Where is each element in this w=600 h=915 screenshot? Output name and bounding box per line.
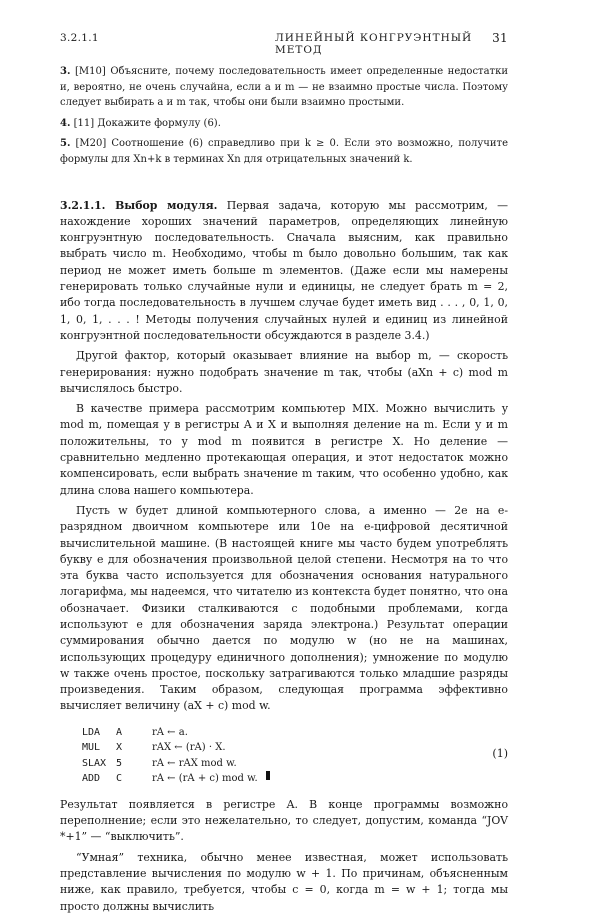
code-opcode: SLAX bbox=[82, 757, 107, 769]
exercise-text: Соотношение (6) справедливо при k ≥ 0. Если это возможно, получите формулы для Xn+k в терминах Xn для отрицательных значений k. bbox=[60, 138, 508, 165]
paragraph-1-text: Первая задача, которую мы рассмотрим, — нахождение хороших значений параметров, определяющих линейную конгруэнтную последовательность. Сначала выясним, как правильно выбрать число m. Необходимо, чтобы m было довольно большим, так как период не может иметь больше m элементов. (Даже если мы намерены генерировать только случайные нули и единицы, не следует брать m = 2, ибо тогда последовательность в лучшем случае будет иметь вид . . . , 0, 1, 0, 1, 0, 1, . . . ! Методы получения случайных нулей и единиц из линейной конгруэнтной последовательности обсуждаются в разделе 3.4.) bbox=[60, 198, 509, 342]
section-heading: 3.2.1.1. Выбор модуля. bbox=[60, 198, 218, 212]
header-section-number: 3.2.1.1 bbox=[60, 32, 99, 44]
code-comment: rA ← rAX mod w. bbox=[152, 757, 237, 769]
running-header bbox=[60, 31, 508, 56]
exercise-number: 4. bbox=[60, 117, 71, 129]
exercise-number: 3. bbox=[60, 66, 71, 77]
exercise-text: Докажите формулу (6). bbox=[97, 117, 221, 129]
code-line bbox=[82, 771, 508, 787]
exercise-text: Объясните, почему последовательность имеет определенные недостатки и, вероятно, не очень случайна, если a и m — не взаимно простые числа. Поэтому следует выбирать a и m так, чтобы они были взаимно простыми. bbox=[60, 66, 508, 109]
code-comment: rA ← (rA + c) mod w. bbox=[152, 773, 258, 785]
exercise-4 bbox=[60, 116, 508, 132]
paragraph-2: Другой фактор, который оказывает влияние на выбор m, — скорость генерирования: нужно подобрать значение m так, чтобы (aXn + c) mod m вычислялось быстро. bbox=[60, 349, 508, 395]
code-opcode: LDA bbox=[82, 726, 101, 738]
book-page bbox=[60, 32, 508, 915]
exercise-3 bbox=[60, 64, 508, 111]
code-operand: C bbox=[116, 773, 123, 785]
page-number: 31 bbox=[492, 31, 508, 45]
exercises-block bbox=[60, 64, 508, 168]
exercise-rating: [11] bbox=[73, 117, 95, 129]
code-line bbox=[82, 725, 508, 741]
exercise-5 bbox=[60, 136, 508, 167]
paragraph-1 bbox=[60, 198, 508, 345]
exercise-number: 5. bbox=[60, 138, 71, 150]
header-chapter-title: ЛИНЕЙНЫЙ КОНГРУЭНТНЫЙ МЕТОД bbox=[275, 32, 473, 56]
code-operand: A bbox=[116, 726, 123, 738]
paragraph-4: Пусть w будет длиной компьютерного слова, а именно — 2e на e-разрядном двоичном компьютере или 10e на e-цифровой десятичной вычислительной машине. (В настоящей книге мы часто будем употреблять букву e для обозначения произвольной целой степени. Несмотря на то что эта буква часто используется для обозначения основания натурального логарифма, мы надеемся, что читателю из контекста будет понятно, что она обозначает. Физики сталкиваются с подобными проблемами, когда используют e для обозначения заряда электрона.) Результат операции суммирования обычно дается по модулю w (но не на машинах, использующих процедуру единичного дополнения); умножение по модулю w также очень простое, поскольку затрагиваются только младшие разряды произведения. Таким образом, следующая программа эффективно вычисляет величину (aX + c) mod w. bbox=[60, 503, 508, 713]
section-choice-of-modulus bbox=[60, 198, 508, 915]
paragraph-3: В качестве примера рассмотрим компьютер MIX. Можно вычислить y mod m, помещая y в регистры A и X и выполняя деление на m. Если y и m положительны, то y mod m появится в регистре X. Но деление — сравнительно медленно протекающая операция, и этот недостаток можно компенсировать, если выбрать значение m таким, что особенно удобно, как длина слова нашего компьютера. bbox=[60, 402, 508, 497]
paragraph-5: Результат появляется в регистре A. В конце программы возможно переполнение; если это нежелательно, то следует, допустим, команда “JOV *+1” — “выключить”. bbox=[60, 797, 508, 844]
code-listing bbox=[82, 725, 508, 787]
end-of-program-mark bbox=[266, 771, 270, 780]
exercise-rating: [M20] bbox=[75, 138, 107, 150]
code-comment: rA ← a. bbox=[152, 726, 188, 738]
code-comment: rAX ← (rA) · X. bbox=[152, 742, 226, 754]
code-opcode: ADD bbox=[82, 773, 101, 785]
code-operand: 5 bbox=[116, 757, 123, 769]
equation-number: (1) bbox=[492, 746, 508, 760]
code-line bbox=[82, 740, 508, 756]
code-line bbox=[82, 756, 508, 772]
code-opcode: MUL bbox=[82, 742, 101, 754]
exercise-rating: [M10] bbox=[75, 66, 106, 77]
paragraph-6: “Умная” техника, обычно менее известная, может использовать представление вычисления по модулю w + 1. По причинам, объясненным ниже, как правило, требуется, чтобы c = 0, когда m = w + 1; тогда мы просто должны вычислить bbox=[60, 850, 508, 913]
mix-program bbox=[82, 725, 508, 787]
code-operand: X bbox=[116, 742, 123, 754]
